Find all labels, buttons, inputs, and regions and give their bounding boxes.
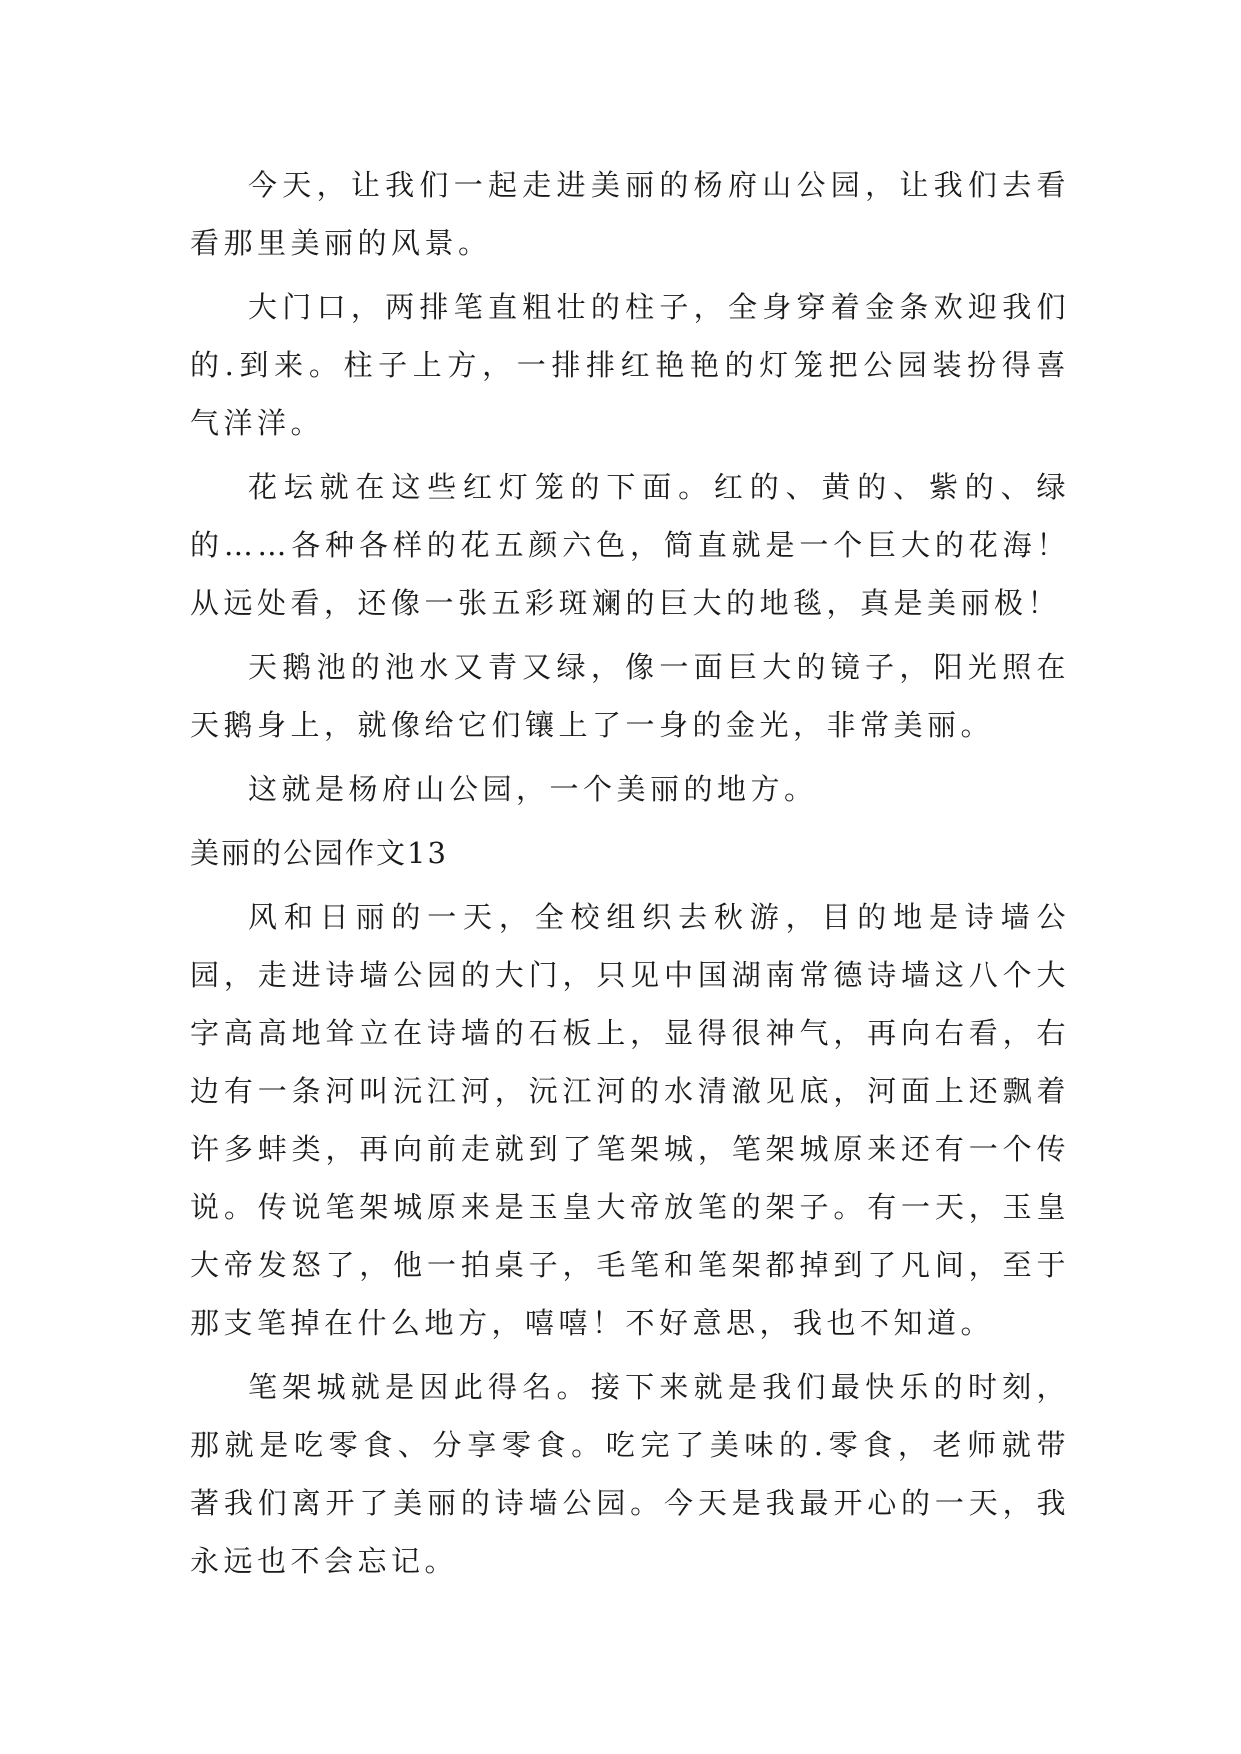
document-page xyxy=(190,156,1070,1596)
paragraph-ending: 笔架城就是因此得名。接下来就是我们最快乐的时刻，那就是吃零食、分享零食。吃完了美味的.零食，老师就带著我们离开了美丽的诗墙公园。今天是我最开心的一天，我永远也不会忘记。 xyxy=(190,1370,1070,1578)
paragraph-flowerbed: 花坛就在这些红灯笼的下面。红的、黄的、紫的、绿的……各种各样的花五颜六色，简直就是一个巨大的花海！从远处看，还像一张五彩斑斓的巨大的地毯，真是美丽极！ xyxy=(190,470,1070,620)
paragraph-intro: 今天，让我们一起走进美丽的杨府山公园，让我们去看看那里美丽的风景。 xyxy=(190,168,1070,260)
paragraph-gate: 大门口，两排笔直粗壮的柱子，全身穿着金条欢迎我们的.到来。柱子上方，一排排红艳艳的灯笼把公园装扮得喜气洋洋。 xyxy=(190,290,1070,440)
section-heading: 美丽的公园作文13 xyxy=(190,836,448,870)
paragraph-autumn-trip: 风和日丽的一天，全校组织去秋游，目的地是诗墙公园，走进诗墙公园的大门，只见中国湖南常德诗墙这八个大字高高地耸立在诗墙的石板上，显得很神气，再向右看，右边有一条河叫沅江河，沅江河的水清澈见底，河面上还飘着许多蚌类，再向前走就到了笔架城，笔架城原来还有一个传说。传说笔架城原来是玉皇大帝放笔的架子。有一天，玉皇大帝发怒了，他一拍桌子，毛笔和笔架都掉到了凡间，至于那支笔掉在什么地方，嘻嘻！不好意思，我也不知道。 xyxy=(190,900,1070,1340)
paragraph-conclusion: 这就是杨府山公园，一个美丽的地方。 xyxy=(248,772,818,806)
paragraph-swan-pool: 天鹅池的池水又青又绿，像一面巨大的镜子，阳光照在天鹅身上，就像给它们镶上了一身的金光，非常美丽。 xyxy=(190,650,1070,742)
